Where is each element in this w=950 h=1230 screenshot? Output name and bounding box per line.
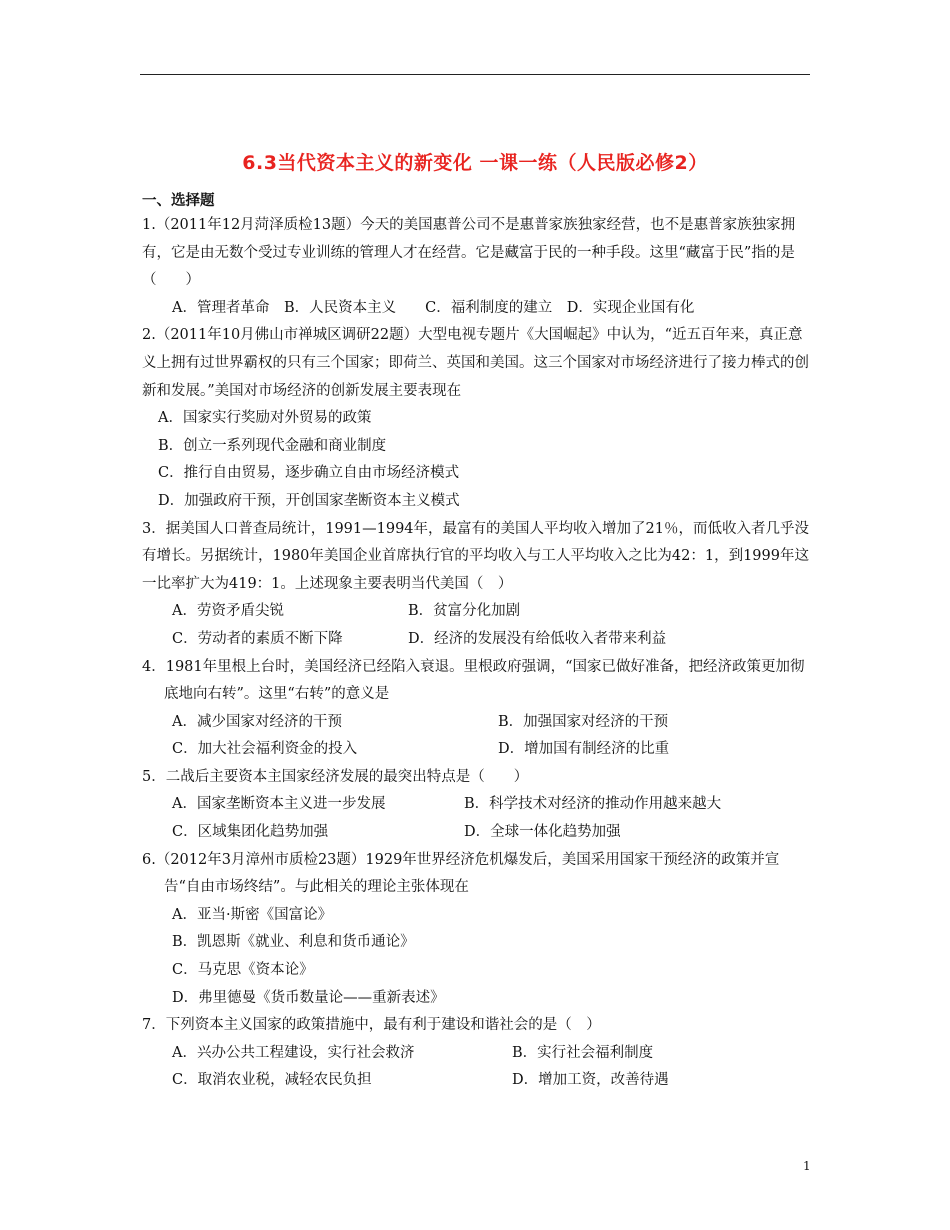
question-stem: 2.（2011年10月佛山市禅城区调研22题）大型电视专题片《大国崛起》中认为，“近五百年来，真正意义上拥有过世界霸权的只有三个国家；即荷兰、英国和美国。这三个国家对市场经济进行了接力棒式的创新和发展。”美国对市场经济的创新发展主要表现在 [142, 327, 809, 399]
option-row [142, 598, 810, 626]
option-a: A．亚当·斯密《国富论》 [172, 906, 333, 923]
option-b: B．科学技术对经济的推动作用越来越大 [464, 796, 722, 813]
option-row [142, 1040, 810, 1068]
option-row [142, 1067, 810, 1095]
question-stem: 6.（2012年3月漳州市质检23题）1929年世界经济危机爆发后，美国采用国家干预经济的政策并宣告“自由市场终结”。与此相关的理论主张体现在 [142, 851, 780, 896]
header-rule [140, 74, 810, 75]
section-heading: 一、选择题 [142, 193, 215, 209]
option-row [142, 626, 810, 654]
option-row [142, 460, 810, 488]
question-stem: 3．据美国人口普查局统计，1991—1994年，最富有的美国人平均收入增加了21％，而低收入者几乎没有增长。另据统计，1980年美国企业首席执行官的平均收入与工人平均收入之比为42：1，到1999年这一比率扩大为419：1。上述现象主要表明当代美国（ ） [142, 520, 809, 592]
option-c: C．劳动者的素质不断下降 [172, 630, 343, 647]
option-b: B．贫富分化加剧 [408, 603, 521, 620]
option-row [142, 929, 810, 957]
page-number: 1 [803, 1159, 811, 1173]
option-d: D．全球一体化趋势加强 [464, 824, 621, 841]
option-b: B．实行社会福利制度 [512, 1044, 654, 1061]
option-c: C．马克思《资本论》 [172, 962, 314, 979]
option-c: C．区域集团化趋势加强 [172, 824, 329, 841]
option-b: B．加强国家对经济的干预 [498, 713, 669, 730]
option-d: D．加强政府干预，开创国家垄断资本主义模式 [158, 492, 460, 509]
option-row [142, 902, 810, 930]
option-row [142, 819, 810, 847]
option-row [142, 985, 810, 1013]
question-list [142, 212, 810, 1095]
option-a: A．国家垄断资本主义进一步发展 [172, 796, 386, 813]
question-stem: 5．二战后主要资本主国家经济发展的最突出特点是（ ） [142, 768, 529, 785]
option-row [142, 957, 810, 985]
option-d: D．经济的发展没有给低收入者带来利益 [408, 630, 667, 647]
page-title: 6.3当代资本主义的新变化 一课一练（人民版必修2） [242, 152, 708, 174]
option-b: B．创立一系列现代金融和商业制度 [158, 437, 387, 454]
option-a: A．劳资矛盾尖锐 [172, 603, 284, 620]
option-c: C．取消农业税，减轻农民负担 [172, 1072, 372, 1089]
option-d: D．增加工资，改善待遇 [512, 1072, 669, 1089]
option-row [142, 488, 810, 516]
question-stem: 7．下列资本主义国家的政策措施中，最有利于建设和谐社会的是（ ） [142, 1017, 601, 1034]
option-row [142, 736, 810, 764]
option-c: C．加大社会福利资金的投入 [172, 741, 358, 758]
option-a: A．国家实行奖励对外贸易的政策 [158, 410, 372, 427]
option-row [142, 433, 810, 461]
option-c: C．推行自由贸易，逐步确立自由市场经济模式 [158, 465, 460, 482]
option-a: A．兴办公共工程建设，实行社会救济 [172, 1044, 415, 1061]
option-d: D．弗里德曼《货币数量论——重新表述》 [172, 989, 445, 1006]
option-row [142, 709, 810, 737]
option-row [142, 295, 810, 323]
question-stem: 4．1981年里根上台时，美国经济已经陷入衰退。里根政府强调，“国家已做好准备，把经济政策更加彻底地向右转”。这里“右转”的意义是 [142, 658, 805, 703]
option-b: B．凯恩斯《就业、利息和货币通论》 [172, 934, 415, 951]
question-stem: 1.（2011年12月菏泽质检13题）今天的美国惠普公司不是惠普家族独家经营，也不是惠普家族独家拥有，它是由无数个受过专业训练的管理人才在经营。它是藏富于民的一种手段。这里“藏富于民”指的是（ ） [142, 217, 796, 289]
option-row [142, 791, 810, 819]
option-d: D．增加国有制经济的比重 [498, 741, 670, 758]
option: A．管理者革命 B．人民资本主义 C．福利制度的建立 D．实现企业国有化 [172, 299, 695, 316]
option-row [142, 405, 810, 433]
option-a: A．减少国家对经济的干预 [172, 713, 342, 730]
